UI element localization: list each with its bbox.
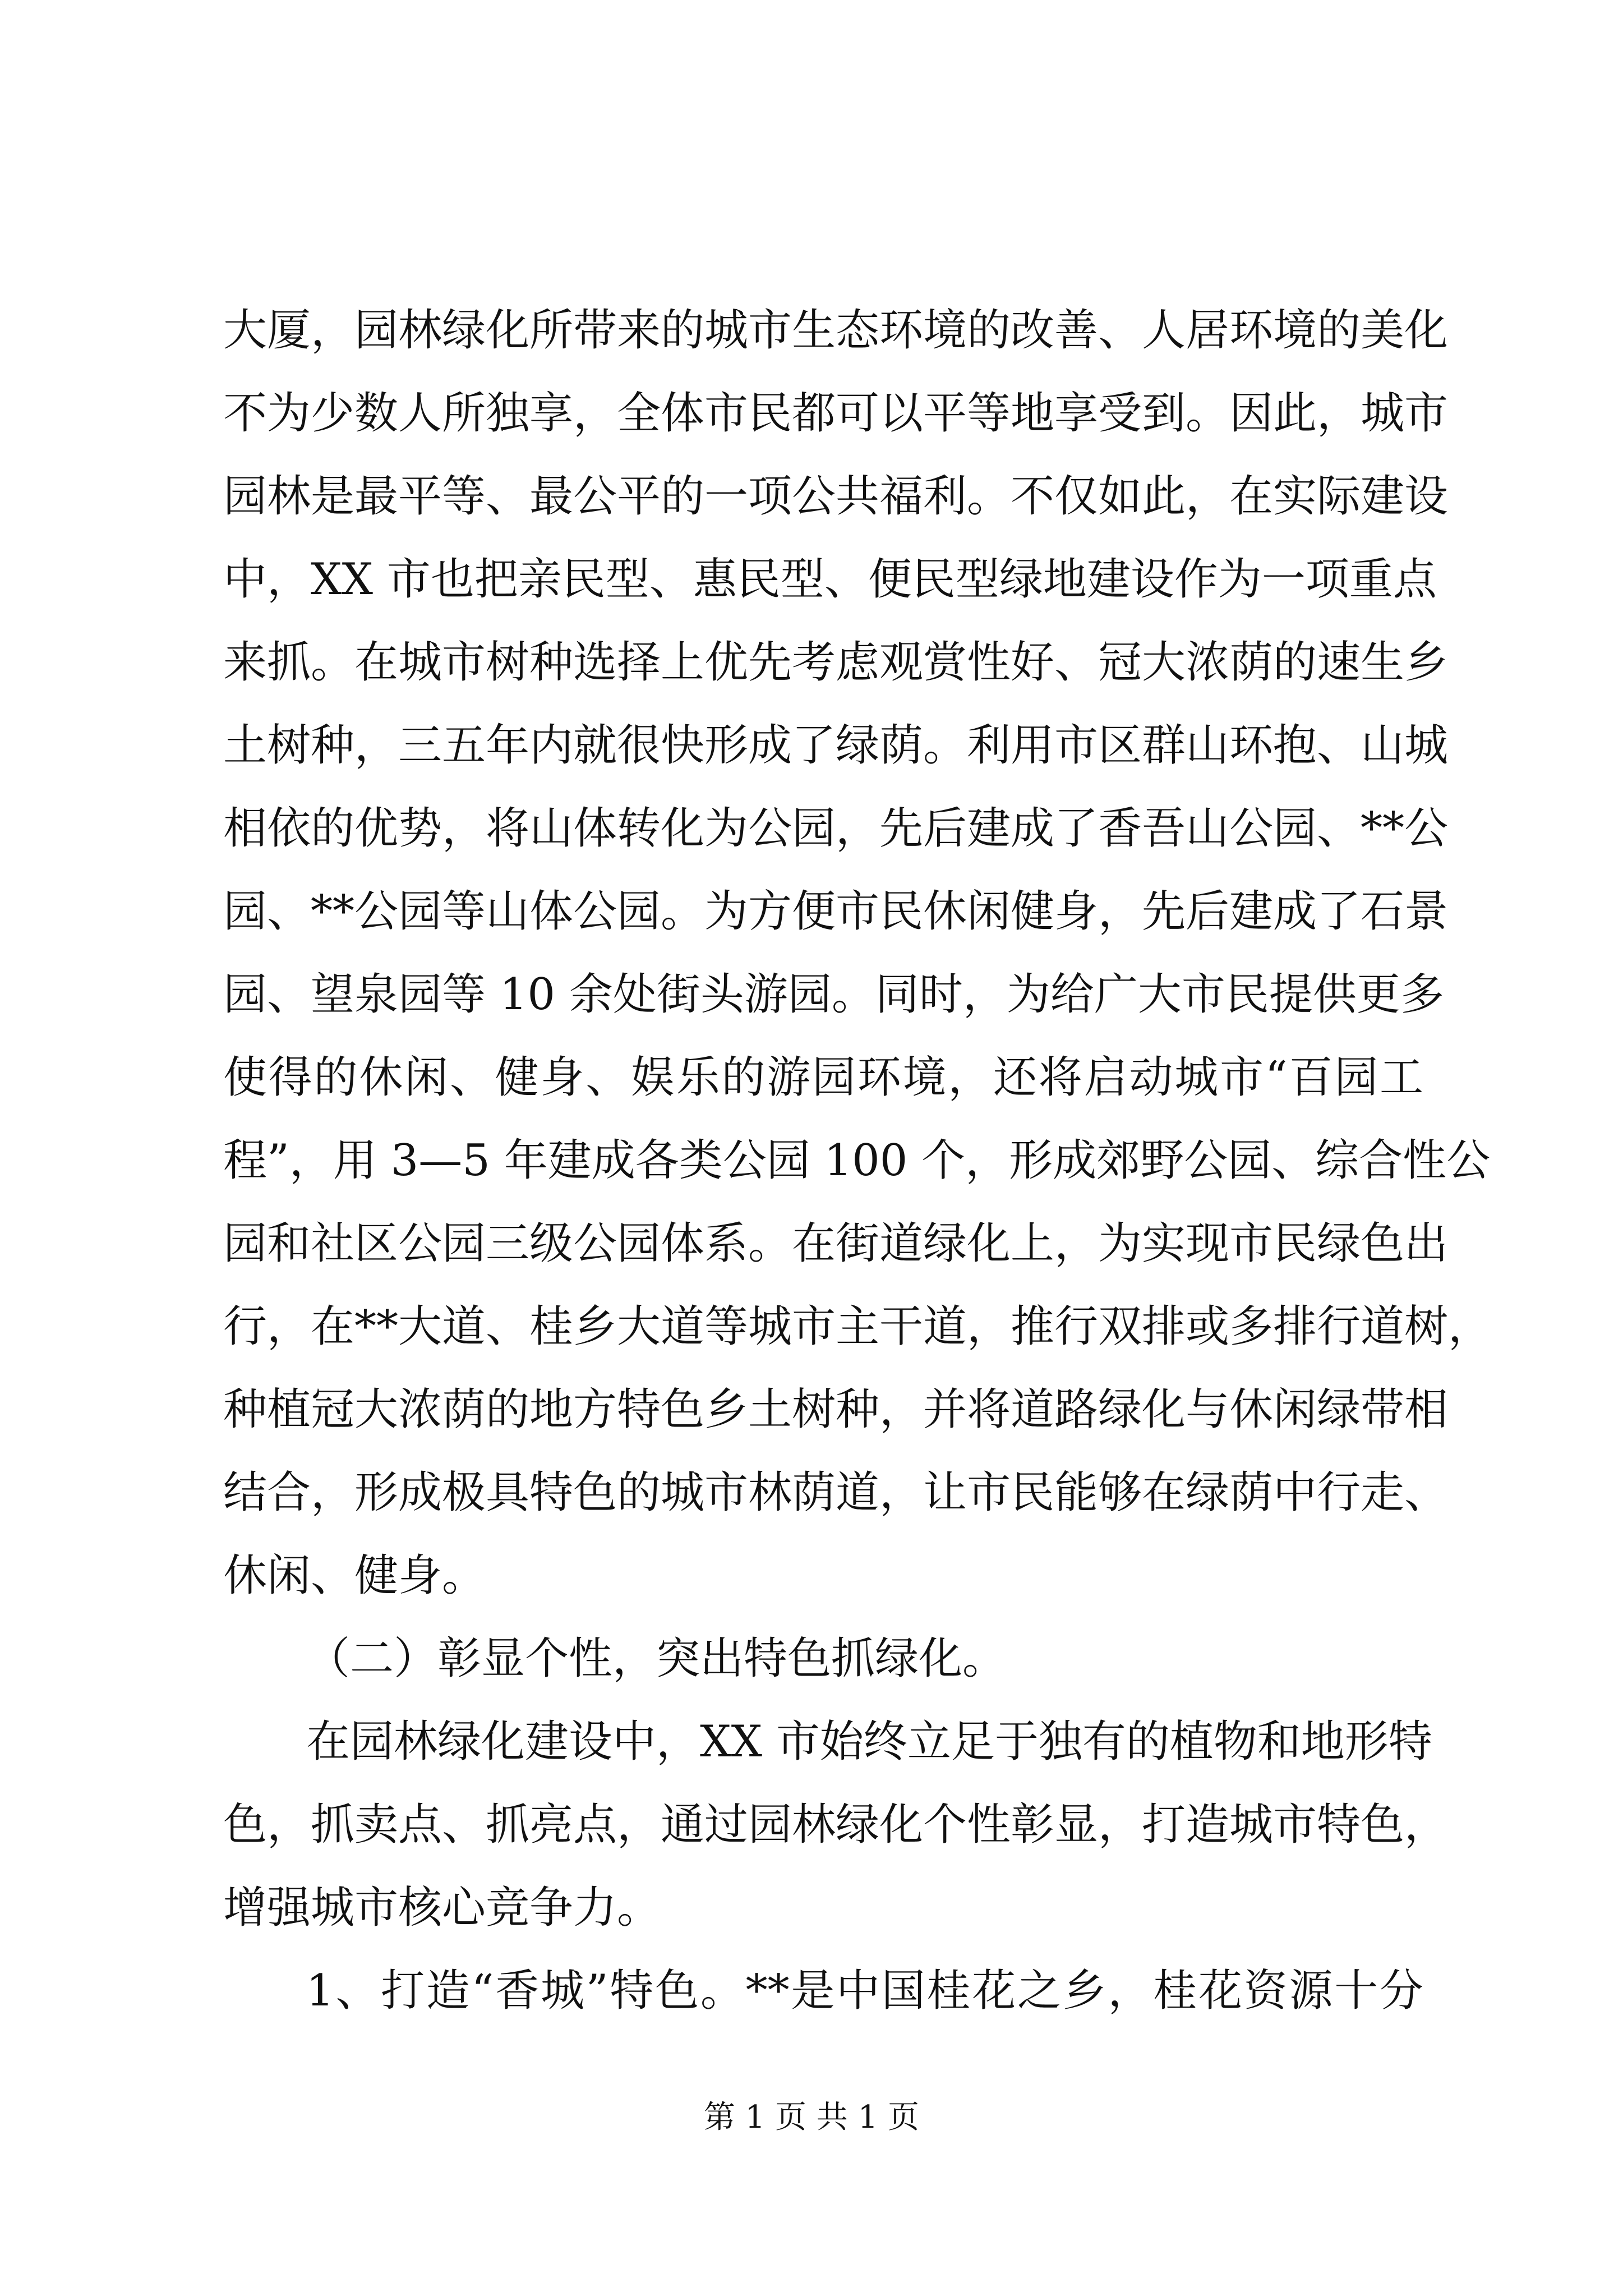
document-body [223,289,1492,2032]
text-line: 增强城市核心竞争力。 [223,1883,661,1933]
text-line: 色，抓卖点、抓亮点，通过园林绿化个性彰显，打造城市特色， [223,1800,1449,1850]
text-line: 休闲、健身。 [223,1550,486,1601]
text-line: 结合，形成极具特色的城市林荫道，让市民能够在绿荫中行走、 [223,1467,1449,1518]
text-line: 相依的优势，将山体转化为公园，先后建成了香吾山公园、**公 [223,803,1449,854]
text-line: 中，XX 市也把亲民型、惠民型、便民型绿地建设作为一项重点 [223,554,1437,605]
section-heading: （二）彰显个性，突出特色抓绿化。 [306,1634,1007,1684]
page-footer: 第 1 页 共 1 页 [703,2099,920,2136]
text-line: 行，在**大道、桂乡大道等城市主干道，推行双排或多排行道树， [223,1301,1492,1352]
text-line: 园和社区公园三级公园体系。在街道绿化上，为实现市民绿色出 [223,1218,1449,1269]
text-line: 不为少数人所独享，全体市民都可以平等地享受到。因此，城市 [223,388,1449,439]
text-line: 种植冠大浓荫的地方特色乡土树种，并将道路绿化与休闲绿带相 [223,1384,1449,1435]
text-line: 园、望泉园等 10 余处街头游园。同时，为给广大市民提供更多 [223,969,1444,1020]
text-line: 在园林绿化建设中，XX 市始终立足于独有的植物和地形特 [306,1717,1432,1767]
text-line: 园林是最平等、最公平的一项公共福利。不仅如此，在实际建设 [223,471,1449,522]
text-line: 大厦，园林绿化所带来的城市生态环境的改善、人居环境的美化 [223,305,1449,356]
text-line: 来抓。在城市树种选择上优先考虑观赏性好、冠大浓荫的速生乡 [223,637,1449,688]
text-line: 土树种，三五年内就很快形成了绿荫。利用市区群山环抱、山城 [223,720,1449,771]
text-line: 园、**公园等山体公园。为方便市民休闲健身，先后建成了石景 [223,886,1449,937]
text-line: 1、打造“香城”特色。**是中国桂花之乡，桂花资源十分 [306,1966,1423,2016]
text-line: 使得的休闲、健身、娱乐的游园环境，还将启动城市“百园工 [223,1052,1423,1103]
text-line: 程”，用 3—5 年建成各类公园 100 个，形成郊野公园、综合性公 [223,1135,1491,1186]
